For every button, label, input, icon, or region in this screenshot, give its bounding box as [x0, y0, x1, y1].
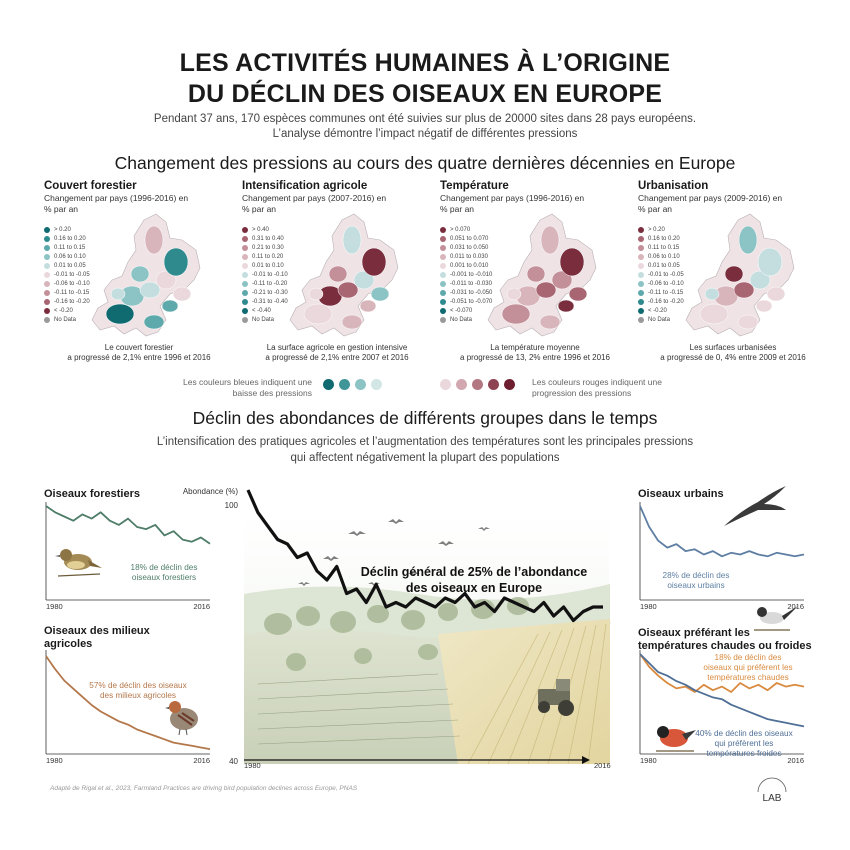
- country-region: [758, 248, 782, 276]
- country-region: [767, 287, 785, 301]
- x-tick-2016: 2016: [787, 602, 804, 611]
- bullfinch-bird-icon: [652, 718, 698, 754]
- legend-label: -0.11 to -0.15: [648, 289, 684, 296]
- map-caption-line: a progressé de 2,1% entre 2007 et 2016: [265, 353, 409, 362]
- legend-label: < -0.40: [252, 307, 271, 314]
- color-dot: [355, 379, 366, 390]
- map-caption: [242, 343, 432, 363]
- color-dot: [371, 379, 382, 390]
- legend-swatch: [440, 245, 446, 251]
- legend-swatch: [242, 263, 248, 269]
- legend-label: -0.01 to -0.10: [252, 271, 288, 278]
- legend-label: 0.051 to 0.070: [450, 235, 489, 242]
- legend-row: [638, 279, 684, 288]
- legend-swatch: [44, 245, 50, 251]
- legend-swatch: [440, 281, 446, 287]
- legend-swatch: [440, 227, 446, 233]
- series-line: [46, 506, 210, 544]
- y-tick-100: 100: [224, 501, 238, 510]
- legend-row: [44, 288, 90, 297]
- legend-label: 0.11 to 0.15: [648, 244, 680, 251]
- blue-note-line-1: Les couleurs bleues indiquent une: [182, 377, 312, 387]
- legend-swatch: [242, 236, 248, 242]
- map-subtitle: Changement par pays (1996-2016) en % par an: [440, 193, 585, 214]
- main-chart-title-line-1: Déclin général de 25% de l’abondance: [360, 565, 588, 579]
- legend-swatch: [440, 272, 446, 278]
- legend-label: -0.31 to -0.40: [252, 298, 288, 305]
- legend-row: [440, 288, 492, 297]
- country-region: [173, 287, 191, 301]
- legend-label: > 0.20: [54, 226, 71, 233]
- legend-row: [638, 252, 684, 261]
- blue-color-note: [172, 377, 312, 399]
- country-region: [106, 304, 134, 324]
- country-region: [329, 266, 347, 282]
- intro-line-1: Pendant 37 ans, 170 espèces communes ont été suivies sur plus de 20000 sites dans 28 pays européens.: [153, 113, 697, 125]
- legend-swatch: [440, 290, 446, 296]
- section-1-heading: Changement des pressions au cours des quatre dernières décennies en Europe: [114, 153, 736, 173]
- chart-annotation: 18% de déclin des: [714, 653, 782, 662]
- chart-annotation: des milieux agricoles: [100, 691, 176, 700]
- legend-row: [242, 279, 288, 288]
- forest-birds-panel: [44, 488, 140, 501]
- legend-swatch: [242, 290, 248, 296]
- chart-annotation: 40% de déclin des oiseaux: [695, 729, 793, 738]
- legend-swatch: [44, 290, 50, 296]
- legend-row: [440, 252, 492, 261]
- europe-map: [272, 210, 422, 345]
- map-title: Urbanisation: [638, 180, 709, 192]
- legend-row: [440, 315, 492, 324]
- legend-swatch: [638, 254, 644, 260]
- country-region: [705, 288, 719, 300]
- legend-label: -0.06 to -0.10: [54, 280, 90, 287]
- country-region: [145, 226, 163, 254]
- legend-row: [242, 243, 288, 252]
- temperature-birds-title: Oiseaux préférant les températures chaudes ou froides: [638, 627, 812, 652]
- legend-row: [440, 270, 492, 279]
- legend-row: [44, 270, 90, 279]
- legend-row: [638, 288, 684, 297]
- europe-map: [74, 210, 224, 345]
- map-panel-urban: [638, 180, 828, 370]
- legend-swatch: [638, 290, 644, 296]
- x-tick-2016: 2016: [193, 756, 210, 765]
- legend-swatch: [440, 263, 446, 269]
- legend-row: [440, 243, 492, 252]
- legend-swatch: [44, 227, 50, 233]
- legend-swatch: [44, 263, 50, 269]
- chart-annotation: 57% de déclin des oiseaux: [89, 681, 187, 690]
- wagtail-bird-icon: [750, 598, 800, 634]
- x-tick-1980: 1980: [244, 761, 261, 770]
- legend-row: [44, 225, 90, 234]
- country-region: [541, 226, 559, 254]
- country-region: [738, 315, 758, 329]
- legend-swatch: [440, 299, 446, 305]
- legend-label: -0.01 to -0.05: [54, 271, 90, 278]
- section-2-heading: Déclin des abondances de différents groupes dans le temps: [192, 408, 658, 428]
- swift-bird-icon: [720, 480, 790, 530]
- legend-row: [440, 297, 492, 306]
- legend-label: -0.031 to -0.050: [450, 289, 493, 296]
- section-2-line-2: qui affectent négativement la plupart des populations: [290, 452, 560, 464]
- legend-row: [638, 225, 684, 234]
- legend-label: 0.001 to 0.010: [450, 262, 489, 269]
- legend-row: [44, 315, 90, 324]
- country-region: [162, 300, 178, 312]
- country-region: [725, 266, 743, 282]
- main-title: [0, 48, 850, 110]
- legend-row: [440, 261, 492, 270]
- y-tick-40: 40: [229, 757, 238, 766]
- color-dot: [440, 379, 451, 390]
- forest-birds-title: Oiseaux forestiers: [44, 488, 140, 500]
- legend-row: [242, 225, 288, 234]
- color-dot: [339, 379, 350, 390]
- chart-annotation: 18% de déclin des: [130, 563, 198, 572]
- legend-swatch: [638, 227, 644, 233]
- legend-label: -0.16 to -0.20: [54, 298, 90, 305]
- legend-row: [44, 297, 90, 306]
- legend-swatch: [44, 254, 50, 260]
- map-title: Température: [440, 180, 509, 192]
- country-region: [362, 248, 386, 276]
- country-region: [164, 248, 188, 276]
- legend-row: [44, 243, 90, 252]
- color-dot: [488, 379, 499, 390]
- legend-swatch: [638, 281, 644, 287]
- x-tick-2016: 2016: [594, 761, 611, 770]
- map-subtitle: Changement par pays (1996-2016) en % par an: [44, 193, 189, 214]
- legend-swatch: [638, 317, 644, 323]
- legend-label: No Data: [252, 316, 275, 323]
- legend-row: [638, 270, 684, 279]
- color-dot: [472, 379, 483, 390]
- red-dots: [440, 379, 515, 390]
- map-legend: [440, 225, 492, 324]
- main-chart-title-line-2: des oiseaux en Europe: [405, 581, 543, 595]
- color-dot: [504, 379, 515, 390]
- legend-swatch: [44, 236, 50, 242]
- legend-label: No Data: [648, 316, 671, 323]
- legend-label: < -0.20: [648, 307, 667, 314]
- map-panel-agri: [242, 180, 432, 370]
- general-decline-chart: [182, 484, 618, 774]
- map-caption-line: La surface agricole en gestion intensive: [266, 343, 408, 352]
- legend-row: [638, 315, 684, 324]
- legend-label: 0.011 to 0.030: [450, 253, 488, 260]
- lab-logo: [752, 770, 792, 806]
- main-title-line-2: DU DÉCLIN DES OISEAUX EN EUROPE: [187, 80, 663, 108]
- legend-label: -0.051 to -0.070: [450, 298, 493, 305]
- country-region: [342, 315, 362, 329]
- legend-row: [440, 234, 492, 243]
- map-title: Intensification agricole: [242, 180, 368, 192]
- red-note-line-2: progression des pressions: [532, 388, 632, 398]
- country-region: [739, 226, 757, 254]
- legend-label: > 0.20: [648, 226, 665, 233]
- map-caption-line: a progressé de 2,1% entre 1996 et 2016: [67, 353, 211, 362]
- legend-label: -0.01 to -0.05: [648, 271, 684, 278]
- map-caption: [638, 343, 828, 363]
- urban-birds-panel: [638, 488, 724, 501]
- legend-label: > 0.070: [450, 226, 471, 233]
- country-region: [360, 300, 376, 312]
- legend-swatch: [44, 317, 50, 323]
- legend-row: [440, 306, 492, 315]
- intro-text: [0, 112, 850, 142]
- svg-text:LAB: LAB: [762, 793, 782, 804]
- legend-row: [44, 306, 90, 315]
- legend-swatch: [440, 308, 446, 314]
- map-caption: [440, 343, 630, 363]
- map-legend: [638, 225, 684, 324]
- europe-map: [668, 210, 818, 345]
- country-region: [569, 287, 587, 301]
- legend-label: -0.001 to -0.010: [450, 271, 493, 278]
- legend-row: [242, 297, 288, 306]
- legend-swatch: [638, 245, 644, 251]
- blue-note-line-2: baisse des pressions: [232, 388, 312, 398]
- chart-annotation: oiseaux forestiers: [131, 573, 197, 582]
- legend-row: [242, 288, 288, 297]
- map-legend: [44, 225, 90, 324]
- legend-label: 0.01 to 0.05: [648, 262, 680, 269]
- legend-swatch: [44, 299, 50, 305]
- color-dot: [456, 379, 467, 390]
- country-region: [540, 315, 560, 329]
- legend-row: [638, 261, 684, 270]
- legend-label: 0.11 to 0.20: [252, 253, 284, 260]
- country-region: [560, 248, 584, 276]
- landscape-illustration: [244, 514, 611, 764]
- legend-swatch: [44, 281, 50, 287]
- legend-label: 0.31 to 0.40: [252, 235, 284, 242]
- legend-row: [242, 252, 288, 261]
- blue-dots: [323, 379, 382, 390]
- country-region: [756, 300, 772, 312]
- map-caption-line: La température moyenne: [490, 343, 580, 352]
- legend-label: 0.16 to 0.20: [54, 235, 86, 242]
- legend-label: -0.16 to -0.20: [648, 298, 684, 305]
- map-legend: [242, 225, 288, 324]
- x-tick-1980: 1980: [46, 756, 63, 765]
- chart-annotation: oiseaux urbains: [667, 581, 725, 590]
- legend-swatch: [638, 263, 644, 269]
- legend-label: 0.06 to 0.10: [648, 253, 680, 260]
- legend-swatch: [440, 236, 446, 242]
- legend-swatch: [242, 245, 248, 251]
- x-tick-1980: 1980: [640, 756, 657, 765]
- map-panel-temp: [440, 180, 630, 370]
- legend-row: [638, 234, 684, 243]
- europe-map: [470, 210, 620, 345]
- legend-label: > 0.40: [252, 226, 269, 233]
- country-region: [507, 288, 521, 300]
- farmland-birds-title: Oiseaux des milieux agricoles: [44, 625, 150, 650]
- legend-swatch: [242, 308, 248, 314]
- legend-label: -0.011 to -0.030: [450, 280, 492, 287]
- legend-row: [440, 225, 492, 234]
- chart-annotation: températures chaudes: [707, 673, 789, 682]
- map-caption-line: Le couvert forestier: [104, 343, 174, 352]
- country-region: [502, 304, 530, 324]
- red-note-line-1: Les couleurs rouges indiquent une: [532, 377, 662, 387]
- legend-swatch: [242, 281, 248, 287]
- legend-swatch: [242, 227, 248, 233]
- legend-swatch: [638, 308, 644, 314]
- legend-swatch: [242, 254, 248, 260]
- farmland-birds-panel: [44, 625, 154, 651]
- legend-row: [44, 252, 90, 261]
- country-region: [111, 288, 125, 300]
- map-caption-line: Les surfaces urbanisées: [689, 343, 777, 352]
- x-tick-1980: 1980: [640, 602, 657, 611]
- country-region: [343, 226, 361, 254]
- map-subtitle: Changement par pays (2009-2016) en % par an: [638, 193, 783, 214]
- intro-line-2: L’analyse démontre l’impact négatif de différentes pressions: [272, 128, 578, 140]
- x-tick-1980: 1980: [46, 602, 63, 611]
- legend-row: [638, 243, 684, 252]
- map-caption: [44, 343, 234, 363]
- legend-label: -0.21 to -0.30: [252, 289, 288, 296]
- legend-label: 0.11 to 0.15: [54, 244, 86, 251]
- legend-swatch: [242, 272, 248, 278]
- legend-swatch: [242, 317, 248, 323]
- legend-row: [242, 306, 288, 315]
- section-2-line-1: L’intensification des pratiques agricoles et l’augmentation des températures sont les principales pressions: [156, 436, 694, 448]
- legend-swatch: [638, 272, 644, 278]
- legend-label: 0.01 to 0.10: [252, 262, 284, 269]
- legend-swatch: [44, 272, 50, 278]
- map-panel-forest: [44, 180, 234, 370]
- chart-annotation: oiseaux qui préfèrent les: [703, 663, 793, 672]
- legend-label: -0.06 to -0.10: [648, 280, 684, 287]
- map-subtitle: Changement par pays (2007-2016) en % par an: [242, 193, 387, 214]
- map-title: Couvert forestier: [44, 180, 137, 192]
- legend-row: [242, 270, 288, 279]
- red-color-note: [532, 377, 692, 399]
- legend-row: [638, 306, 684, 315]
- legend-label: 0.01 to 0.05: [54, 262, 86, 269]
- pipit-bird-icon: [54, 540, 104, 580]
- legend-swatch: [440, 317, 446, 323]
- legend-label: 0.031 to 0.050: [450, 244, 489, 251]
- chart-annotation: qui préfèrent les: [714, 739, 774, 748]
- map-caption-line: a progressé de 0, 4% entre 2009 et 2016: [660, 353, 806, 362]
- legend-label: < -0.070: [450, 307, 473, 314]
- x-tick-2016: 2016: [193, 602, 210, 611]
- map-caption-line: a progressé de 13, 2% entre 1996 et 2016: [460, 353, 610, 362]
- legend-label: No Data: [54, 316, 77, 323]
- legend-row: [44, 234, 90, 243]
- y-axis-label: Abondance (%): [182, 487, 238, 496]
- chart-annotation: 28% de déclin des: [662, 571, 730, 580]
- country-region: [131, 266, 149, 282]
- country-region: [144, 315, 164, 329]
- partridge-bird-icon: [164, 695, 204, 737]
- country-region: [700, 304, 728, 324]
- legend-label: < -0.20: [54, 307, 73, 314]
- legend-row: [638, 297, 684, 306]
- legend-label: No Data: [450, 316, 473, 323]
- legend-label: -0.11 to -0.20: [252, 280, 288, 287]
- color-dot: [323, 379, 334, 390]
- legend-row: [242, 234, 288, 243]
- country-region: [371, 287, 389, 301]
- chart-annotation: températures froides: [706, 749, 782, 758]
- x-tick-2016: 2016: [787, 756, 804, 765]
- country-region: [527, 266, 545, 282]
- legend-label: 0.06 to 0.10: [54, 253, 86, 260]
- country-region: [558, 300, 574, 312]
- legend-label: 0.16 to 0.20: [648, 235, 680, 242]
- legend-swatch: [638, 299, 644, 305]
- country-region: [309, 288, 323, 300]
- legend-row: [44, 279, 90, 288]
- legend-label: -0.11 to -0.15: [54, 289, 90, 296]
- urban-birds-title: Oiseaux urbains: [638, 488, 724, 500]
- legend-row: [242, 315, 288, 324]
- main-title-line-1: LES ACTIVITÉS HUMAINES À L’ORIGINE: [179, 49, 671, 77]
- country-region: [304, 304, 332, 324]
- source-credit: Adapté de Rigal et al., 2023, Farmland Practices are driving bird population declines across Europe, PNAS: [50, 785, 358, 792]
- legend-swatch: [242, 299, 248, 305]
- legend-row: [44, 261, 90, 270]
- legend-swatch: [440, 254, 446, 260]
- section-2-text: [0, 434, 850, 466]
- legend-swatch: [638, 236, 644, 242]
- legend-swatch: [44, 308, 50, 314]
- legend-label: 0.21 to 0.30: [252, 244, 284, 251]
- legend-row: [242, 261, 288, 270]
- legend-row: [440, 279, 492, 288]
